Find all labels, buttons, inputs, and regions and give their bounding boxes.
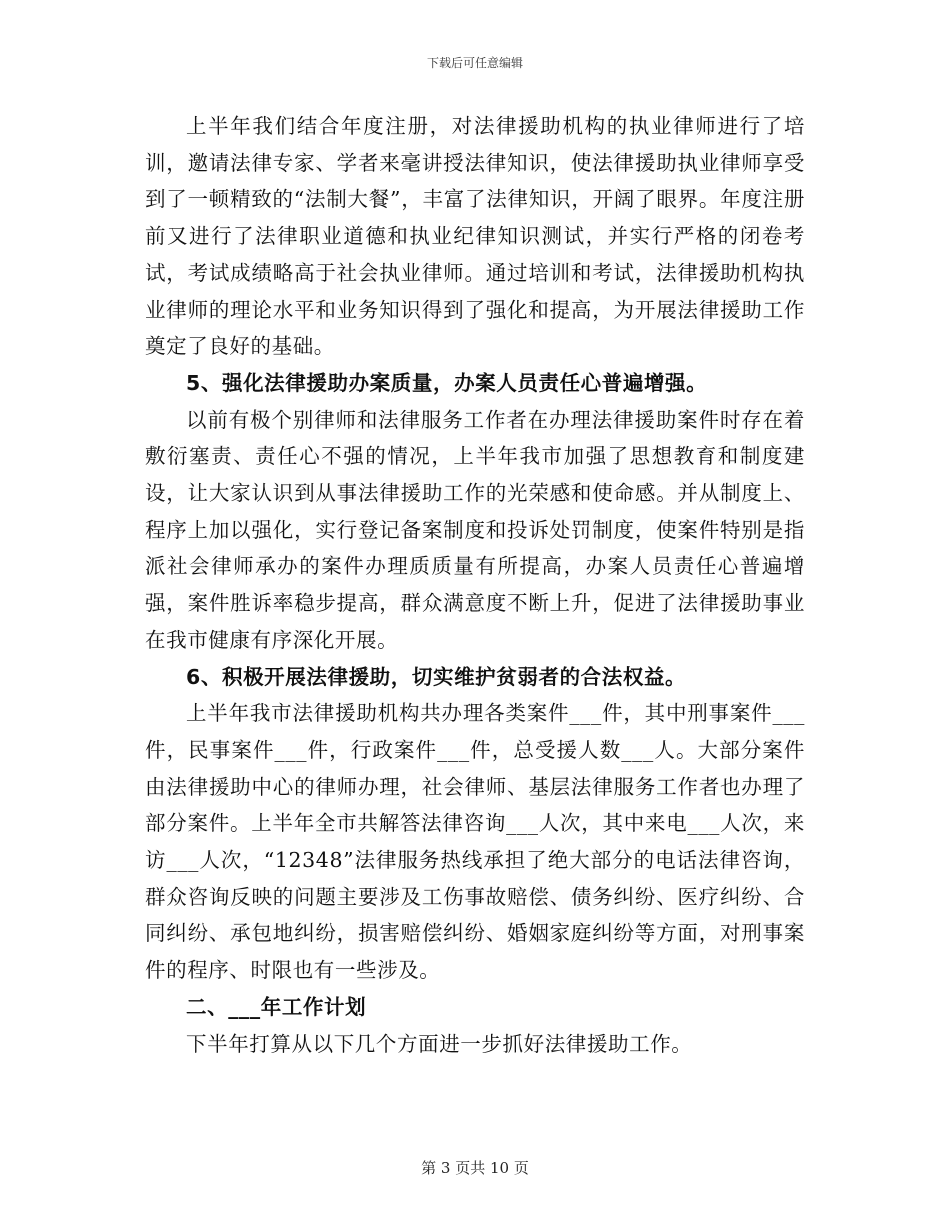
section-heading-6: 6、积极开展法律援助，切实维护贫弱者的合法权益。 xyxy=(186,664,687,689)
paragraph-quality: 以前有极个别律师和法律服务工作者在办理法律援助案件时存在着敷衍塞责、责任心不强的情况，上半年我市加强了思想教育和制度建设，让大家认识到从事法律援助工作的光荣感和使命感。并从制度上、程序上加以强化，实行登记备案制度和投诉处罚制度，使案件特别是指派社会律师承办的案件办理质质量有所提高，办案人员责任心普遍增强，案件胜诉率稳步提高，群众满意度不断上升，促进了法律援助事业在我市健康有序深化开展。 xyxy=(145,407,805,652)
paragraph-plan: 下半年打算从以下几个方面进一步抓好法律援助工作。 xyxy=(186,1031,693,1056)
paragraph-training: 上半年我们结合年度注册，对法律援助机构的执业律师进行了培训，邀请法律专家、学者来毫讲授法律知识，使法律援助执业律师享受到了一顿精致的“法制大餐”，丰富了法律知识，开阔了眼界。年度注册前又进行了法律职业道德和执业纪律知识测试，并实行严格的闭卷考试，考试成绩略高于社会执业律师。通过培训和考试，法律援助机构执业律师的理论水平和业务知识得到了强化和提高，为开展法律援助工作奠定了良好的基础。 xyxy=(145,114,805,359)
page-header: 下载后可任意编辑 xyxy=(426,56,523,70)
document-body xyxy=(145,108,805,1062)
section-heading-plan: 二、___年工作计划 xyxy=(186,994,367,1019)
page-footer: 第 3 页共 10 页 xyxy=(421,1159,529,1177)
section-heading-5: 5、强化法律援助办案质量，办案人员责任心普遍增强。 xyxy=(186,370,708,395)
paragraph-cases: 上半年我市法律援助机构共办理各类案件___件，其中刑事案件___件，民事案件___件，行政案件___件，总受援人数___人。大部分案件由法律援助中心的律师办理，社会律师、基层法律服务工作者也办理了部分案件。上半年全市共解答法律咨询___人次，其中来电___人次，来访___人次，“12348”法律服务热线承担了绝大部分的电话法律咨询，群众咨询反映的问题主要涉及工伤事故赔偿、债务纠纷、医疗纠纷、合同纠纷、承包地纠纷，损害赔偿纠纷、婚姻家庭纠纷等方面，对刑事案件的程序、时限也有一些涉及。 xyxy=(145,701,805,983)
